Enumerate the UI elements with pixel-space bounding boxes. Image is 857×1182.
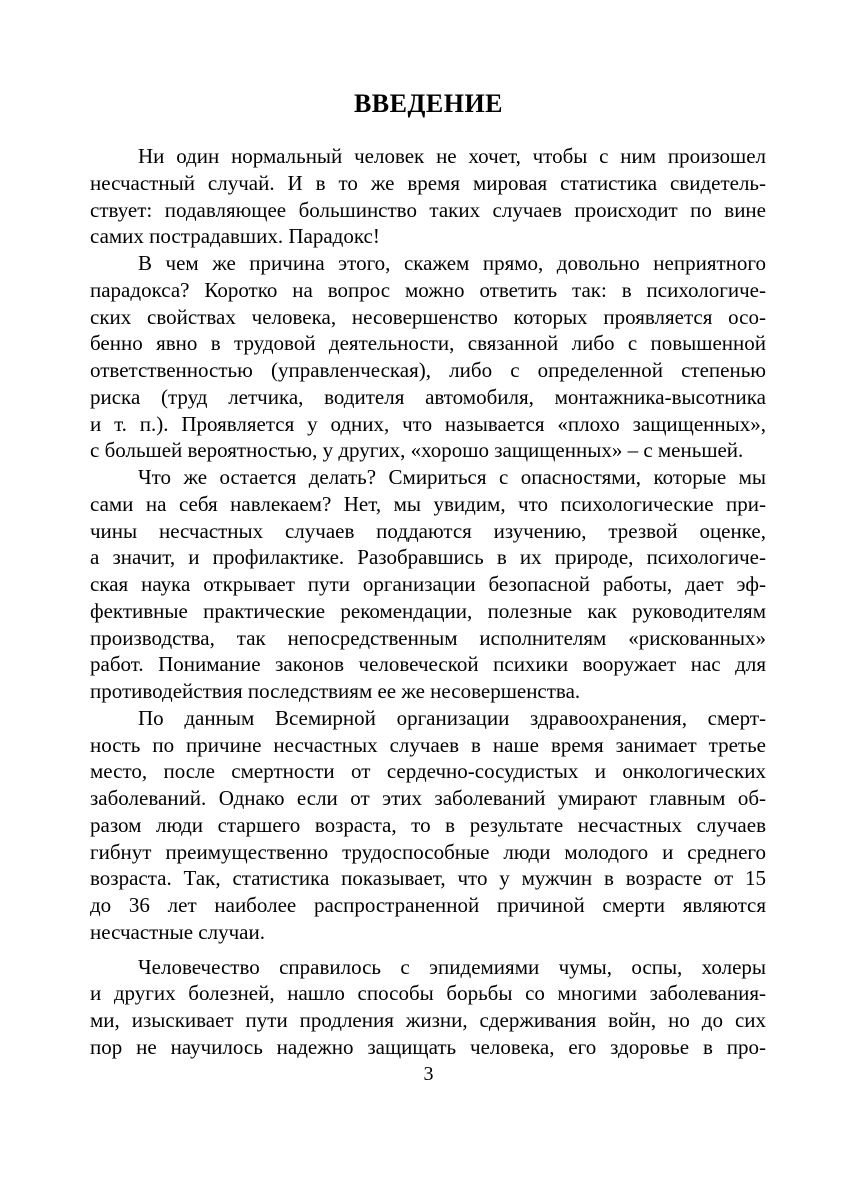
text-line: заболеваний. Однако если от этих заболеваний умирают главным об- (90, 786, 766, 810)
paragraph-5 (90, 954, 766, 1061)
text-line: работ. Понимание законов человеческой психики вооружает нас для (90, 652, 766, 677)
text-line: производства, так непосредственным исполнителям «рискованных» (90, 625, 766, 650)
text-line: несчастный случай. И в то же время мировая статистика свидетель- (90, 170, 766, 195)
page-number: 3 (423, 1063, 434, 1085)
text-line: сами на себя навлекаем? Нет, мы увидим, что психологические при- (90, 491, 766, 516)
text-line: Человечество справилось с эпидемиями чумы, оспы, холеры (138, 954, 766, 979)
text-line: с большей вероятностью, у других, «хорошо защищенных» – с меньшей. (90, 438, 744, 463)
paragraph-2 (90, 250, 766, 464)
text-line: ность по причине несчастных случаев в наше время занимает третье (90, 732, 766, 757)
text-line: ми, изыскивает пути продления жизни, сдерживания войн, но до сих (90, 1008, 766, 1032)
page-title: ВВЕДЕНИЕ (353, 89, 504, 118)
text-line: ских свойствах человека, несовершенство которых проявляется осо- (90, 304, 766, 329)
text-line: а значит, и профилактике. Разобравшись в их природе, психологиче- (90, 545, 766, 570)
text-line: противодействия последствиям ее же несовершенства. (90, 679, 581, 703)
text-line: место, после смертности от сердечно-сосудистых и онкологических (90, 759, 766, 784)
text-line: разом люди старшего возраста, то в результате несчастных случаев (90, 812, 766, 837)
text-line: По данным Всемирной организации здравоохранения, смерт- (138, 705, 766, 730)
text-line: Что же остается делать? Смириться с опасностями, которые мы (138, 465, 766, 489)
paragraph-4 (90, 705, 766, 946)
text-line: чины несчастных случаев поддаются изучению, трезвой оценке, (90, 518, 766, 543)
text-line: Ни один нормальный человек не хочет, чтобы с ним произошел (138, 144, 766, 168)
text-line: парадокса? Коротко на вопрос можно ответить так: в психологиче- (90, 277, 766, 302)
text-line: возраста. Так, статистика показывает, что у мужчин в возрасте от 15 (90, 866, 766, 891)
text-line: пор не научилось надежно защищать человека, его здоровье в про- (90, 1034, 766, 1059)
text-line: самих пострадавших. Парадокс! (90, 224, 380, 249)
text-line: риска (труд летчика, водителя автомобиля, монтажника-высотника (90, 384, 766, 409)
paragraph-gap (90, 946, 766, 954)
text-line: и других болезней, нашло способы борьбы со многими заболевания- (90, 981, 766, 1006)
text-line: и т. п.). Проявляется у одних, что называется «плохо защищенных», (90, 411, 766, 436)
text-line: ответственностью (управленческая), либо с определенной степенью (90, 358, 766, 382)
text-line: несчастные случаи. (90, 919, 265, 944)
paragraph-3 (90, 464, 766, 705)
text-line: В чем же причина этого, скажем прямо, довольно неприятного (138, 251, 766, 275)
body-text (90, 143, 766, 1061)
text-line: фективные практические рекомендации, полезные как руководителям (90, 598, 766, 623)
paragraph-1 (90, 143, 766, 250)
text-line: ствует: подавляющее большинство таких случаев происходит по вине (90, 197, 766, 222)
text-line: гибнут преимущественно трудоспособные люди молодого и среднего (90, 839, 766, 864)
text-line: ская наука открывает пути организации безопасной работы, дает эф- (90, 572, 766, 596)
text-line: бенно явно в трудовой деятельности, связанной либо с повышенной (90, 331, 766, 356)
text-line: до 36 лет наиболее распространенной причиной смерти являются (90, 893, 766, 917)
